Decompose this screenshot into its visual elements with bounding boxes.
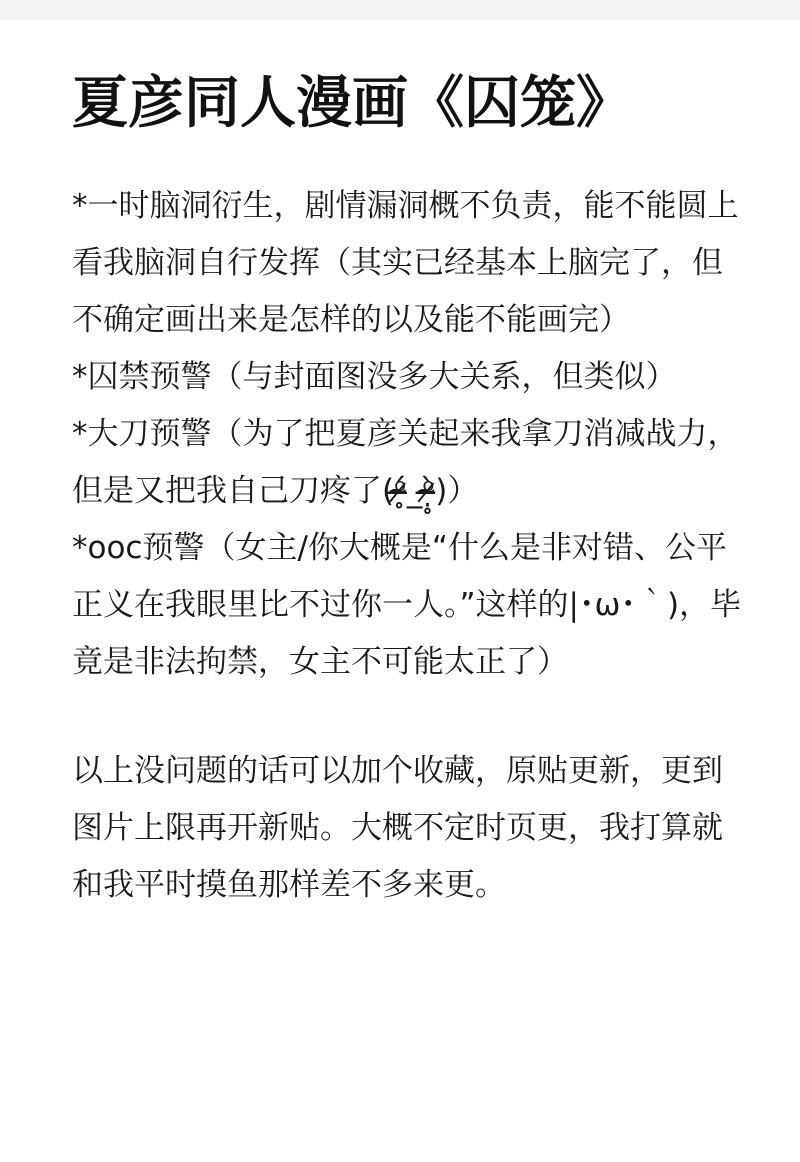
warning-ooc: *ooc预警（女主/你大概是“什么是非对错、公平正义在我眼里比不过你一人。”这样的|･ω･｀)，毕竟是非法拘禁，女主不可能太正了） — [72, 530, 742, 680]
paragraph-gap — [72, 691, 752, 743]
warning-angst: *大刀预警（为了把夏彦关起来我拿刀消减战力，但是又把我自己刀疼了(ᵒ̴̶̷̥́_ᵒ̴̶̷̣̥̀)） — [72, 416, 739, 509]
closing-note: 以上没问题的话可以加个收藏，原贴更新，更到图片上限再开新贴。大概不定时页更，我打算就和我平时摸鱼那样差不多来更。 — [72, 753, 723, 903]
warning-brainstorm: *一时脑洞衍生，剧情漏洞概不负责，能不能圆上看我脑洞自行发挥（其实已经基本上脑完了，但不确定画出来是怎样的以及能不能画完） — [72, 188, 739, 338]
post-title: 夏彦同人漫画《囚笼》 — [72, 71, 632, 136]
post-header — [72, 64, 762, 144]
post-body — [72, 178, 752, 914]
warning-imprisonment: *囚禁预警（与封面图没多大关系，但类似） — [72, 359, 677, 395]
top-bar — [0, 0, 800, 20]
